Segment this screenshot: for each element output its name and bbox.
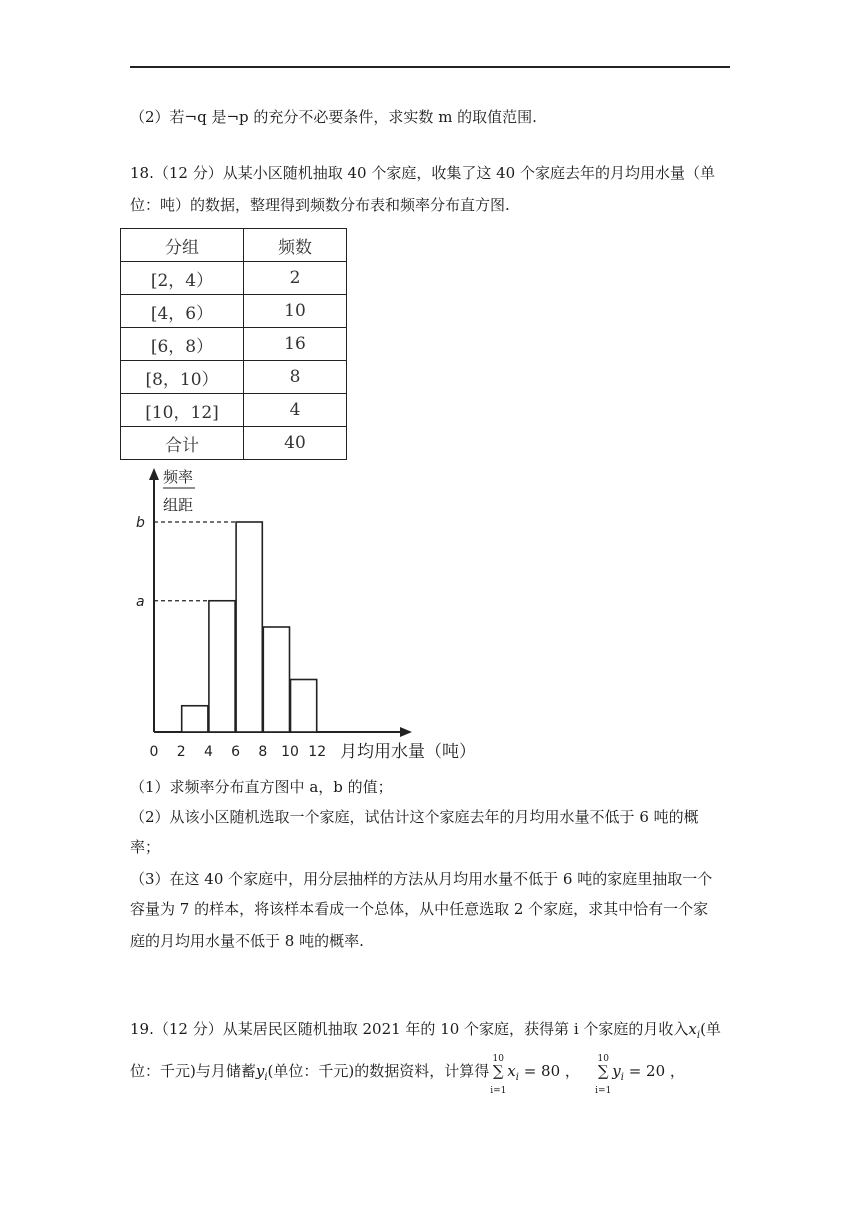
x-symbol: x <box>688 1020 697 1038</box>
x-tick-label: 0 <box>149 744 159 760</box>
table-cell-group: [8，10） <box>121 361 244 394</box>
sum-lower-limit-2: i=1 <box>595 1086 612 1096</box>
q18-sub2-line2: 率； <box>130 838 161 856</box>
header-cell-count: 频数 <box>244 229 347 262</box>
sum-lower-limit: i=1 <box>490 1086 507 1096</box>
q18-sub3-line1: （3）在这 40 个家庭中，用分层抽样的方法从月均用水量不低于 6 吨的家庭里抽取一个 <box>130 870 713 888</box>
sum-upper-limit-2: 10 <box>597 1054 609 1064</box>
q19-line1-end: (单 <box>700 1020 721 1038</box>
sum-y-subscript: i <box>620 1072 624 1083</box>
table-cell-group: [4，6） <box>121 295 244 328</box>
header-cell-group: 分组 <box>121 229 244 262</box>
table-cell-group: [6，8） <box>121 328 244 361</box>
sum-upper-limit: 10 <box>492 1054 504 1064</box>
x-tick-label: 6 <box>231 744 241 760</box>
frequency-histogram <box>120 462 476 762</box>
x-tick-label: 12 <box>308 744 327 760</box>
table-row <box>121 394 347 427</box>
sum-x-subscript: i <box>515 1072 519 1083</box>
table-cell-count: 8 <box>244 361 347 394</box>
q19-line1-text: 19.（12 分）从某居民区随机抽取 2021 年的 10 个家庭，获得第 i 个家庭的月收入 <box>130 1020 689 1038</box>
y-symbol: y <box>255 1062 265 1080</box>
y-axis-label-numerator: 频率 <box>163 468 194 486</box>
q18-sub3-line3: 庭的月均用水量不低于 8 吨的概率. <box>130 932 364 950</box>
table-cell-count: 16 <box>244 328 347 361</box>
q19-line2-a: 位：千元)与月储蓄 <box>130 1062 256 1080</box>
x-tick-label: 8 <box>258 744 268 760</box>
q19-stem-line2 <box>130 1054 685 1096</box>
table-row <box>121 295 347 328</box>
histogram-bar <box>291 680 317 733</box>
histogram-bar <box>263 627 289 732</box>
table-cell-count: 2 <box>244 262 347 295</box>
table-row <box>121 262 347 295</box>
x-tick-label: 4 <box>203 744 213 760</box>
histogram-bar <box>209 601 235 732</box>
y-axis-arrow <box>149 468 159 480</box>
histogram-bar <box>182 706 208 732</box>
table-cell-group: [2，4） <box>121 262 244 295</box>
x-tick-label: 2 <box>176 744 186 760</box>
histogram-bar <box>236 522 262 732</box>
table-cell-count: 40 <box>244 427 347 460</box>
reference-label-a: a <box>136 593 145 610</box>
y-axis-label-denominator: 组距 <box>163 496 194 514</box>
table-row <box>121 427 347 460</box>
q18-sub2-line1: （2）从该小区随机选取一个家庭，试估计这个家庭去年的月均用水量不低于 6 吨的概 <box>130 808 699 826</box>
sum-x-symbol: x <box>507 1062 516 1080</box>
y-subscript: i <box>264 1072 268 1083</box>
x-axis-label: 月均用水量（吨） <box>340 742 476 762</box>
sum-operator-x: 10 ∑ i=1 <box>489 1060 507 1082</box>
sum-x-value: = 80 ， <box>523 1062 580 1080</box>
q18-stem-line1: 18.（12 分）从某小区随机抽取 40 个家庭，收集了这 40 个家庭去年的月均用水量（单 <box>130 164 715 182</box>
q17-part2: （2）若¬q 是¬p 的充分不必要条件，求实数 m 的取值范围. <box>130 108 537 126</box>
q19-stem-line1 <box>130 1018 721 1047</box>
sum-y-value: = 20 ， <box>628 1062 685 1080</box>
sum-operator-y: 10 ∑ i=1 <box>594 1060 612 1082</box>
table-row <box>121 328 347 361</box>
q18-sub3-line2: 容量为 7 的样本，将该样本看成一个总体，从中任意选取 2 个家庭，求其中恰有一个家 <box>130 900 709 918</box>
x-axis-arrow <box>400 727 412 737</box>
x-subscript: i <box>696 1030 701 1041</box>
header-rule <box>130 66 730 68</box>
sum-y-symbol: y <box>612 1062 621 1080</box>
table-cell-count: 10 <box>244 295 347 328</box>
table-header-row <box>121 229 347 262</box>
table-cell-group: [10，12] <box>121 394 244 427</box>
table-cell-count: 4 <box>244 394 347 427</box>
q19-line2-b: (单位：千元)的数据资料，计算得 <box>267 1062 490 1080</box>
table-cell-group: 合计 <box>121 427 244 460</box>
table-row <box>121 361 347 394</box>
q18-stem-line2: 位：吨）的数据，整理得到频数分布表和频率分布直方图. <box>130 196 510 214</box>
q18-sub1: （1）求频率分布直方图中 a，b 的值； <box>130 778 393 796</box>
reference-label-b: b <box>136 515 145 531</box>
x-tick-label: 10 <box>281 744 299 760</box>
frequency-table <box>120 228 347 460</box>
